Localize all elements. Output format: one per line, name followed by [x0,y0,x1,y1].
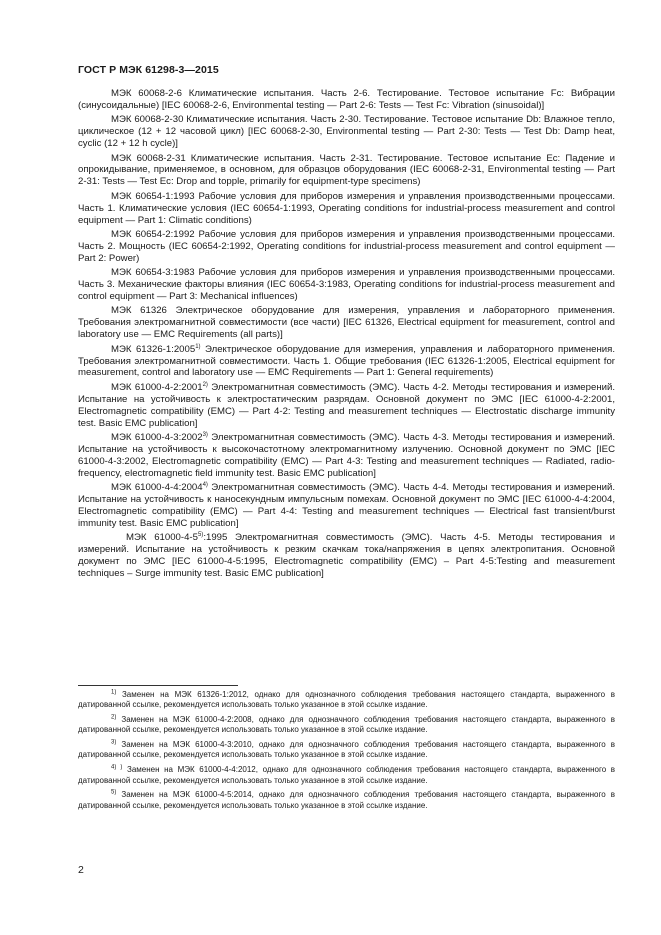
footnotes-section [78,690,615,815]
reference-paragraph: МЭК 60654-1:1993 Рабочие условия для приборов измерения и управления производственными процессами. Часть 1. Климатические условия (IEC 60654-1:1993, Operating conditions for industrial-process measurement and control equipment — Part 1: Climatic conditions) [78,190,615,226]
footnote-mark: 4) ) [111,764,123,771]
reference-paragraph: МЭК 60654-3:1983 Рабочие условия для приборов измерения и управления производственными процессами. Часть 3. Механические факторы влияния (IEC 60654-3:1983, Operating conditions for industrial-process measurement and control equipment — Part 3: Mechanical influences) [78,267,615,302]
reference-paragraph: МЭК 60068-2-31 Климатические испытания. Часть 2-31. Тестирование. Тестовое испытание Ec: Падение и опрокидывание, применяемое, в основном, для образцов оборудования (IEC 60068-2-31, Environmental testing — Part 2-31: Tests — Test Ec: Drop and topple, primarily for equipment-type specimens) [78,152,615,188]
footnote-marker[interactable]: 5) [197,532,204,539]
reference-paragraph: МЭК 61326-1:2005$^{1)}$ Электрическое оборудование для измерения, управления и лабораторного применения. Требования электромагнитной совместимости. Часть 1. Общие требования (IEC 61326-1:2005, Electrical equipment for measurement, control and laboratory use — EMC Requirements — Part 1: General requirements) [78,343,615,379]
reference-paragraph: МЭК 61326 Электрическое оборудование для измерения, управления и лабораторного применения. Требования электромагнитной совместимости (все части) [IEC 61326, Electrical equipment for measurement, control and laboratory use — EMC Requirements (all parts)] [78,305,615,341]
footnote-mark: 5) [111,789,117,796]
footnote-marker[interactable]: 3) [202,431,208,438]
footnote-marker[interactable]: 4) [202,481,208,488]
page-number: 2 [78,864,84,876]
footnote-marker[interactable]: 1) [195,343,201,350]
footnote-mark: 3) [111,739,117,746]
reference-paragraph: МЭК 60068-2-30 Климатические испытания. Часть 2-30. Тестирование. Тестовое испытание Db: Влажное тепло, циклическое (12 + 12 часовой цикл) [IEC 60068-2-30, Environmental testing — Part 2-30: Tests — Test Db: Damp heat, cyclic (12 + 12 h cycle)] [78,114,615,150]
normative-references-list [78,88,615,582]
footnote-marker[interactable]: 2) [202,381,208,388]
reference-paragraph: МЭК 60654-2:1992 Рабочие условия для приборов измерения и управления производственными процессами. Часть 2. Мощность (IEC 60654-2:1992, Operating conditions for industrial-process measurement and control equipment — Part 2: Power) [78,228,615,264]
footnote-mark: 2) [111,714,117,721]
reference-paragraph: МЭК 61000-4-2:2001$^{2)}$ Электромагнитная совместимость (ЭМС). Часть 4-2. Методы тестирования и измерений. Испытание на устойчивость к электростатическим разрядам. Основной документ по ЭМС [IEC 61000-4-2:2001, Electromagnetic compatibility (EMC) — Part 4-2: Testing and measurement techniques — Electrostatic discharge immunity test. Basic EMC publication] [78,381,615,429]
footnote: $^{5)}$ Заменен на МЭК 61000-4-5:2014, однако для однозначного соблюдения требования настоящего стандарта, выраженного в датированной ссылке, рекомендуется использовать только указанное в этой ссылке издание. [78,789,615,810]
footnote: $^{1)}$ Заменен на МЭК 61326-1:2012, однако для однозначного соблюдения требования настоящего стандарта, выраженного в датированной ссылке, рекомендуется использовать только указанное в этой ссылке издание. [78,689,615,710]
reference-paragraph: МЭК 61000-4-4:2004$^{4)}$ Электромагнитная совместимость (ЭМС). Часть 4-4. Методы тестирования и измерений. Испытание на устойчивость к наносекундным импульсным помехам. Основной документ по ЭМС [IEC 61000-4-4:2004, Electromagnetic compatibility (EMC) — Part 4-4: Testing and measurement techniques — Electrical fast transient/burst immunity test. Basic EMC publication] [78,481,615,529]
reference-paragraph: МЭК 61000-4-5$^{5)}$:1995 Электромагнитная совместимость (ЭМС). Часть 4-5. Методы тестирования и измерений. Испытание на устойчивость к резким скачкам тока/напряжения в цепях электропитания. Основной документ по ЭМС [IEC 61000-4-5:1995, Electromagnetic compatibility (EMC) – Part 4-5:Testing and measurement techniques – Surge immunity test. Basic EMC publication] [78,532,615,579]
footnote: $^{2)}$ Заменен на МЭК 61000-4-2:2008, однако для однозначного соблюдения требования настоящего стандарта, выраженного в датированной ссылке, рекомендуется использовать только указанное в этой ссылке издание. [78,714,615,735]
reference-paragraph: МЭК 60068-2-6 Климатические испытания. Часть 2-6. Тестирование. Тестовое испытание Fc: Вибрации (синусоидальные) [IEC 60068-2-6, Environmental testing — Part 2-6: Tests — Test Fc: Vibration (sinusoidal)] [78,88,615,111]
footnote-divider [78,685,238,686]
footnote-mark: 1) [111,689,117,696]
reference-paragraph: МЭК 61000-4-3:2002$^{3)}$ Электромагнитная совместимость (ЭМС). Часть 4-3. Методы тестирования и измерений. Испытание на устойчивость к высокочастотному электромагнитному излучению. Основной документ по ЭМС [IEC 61000-4-3:2002, Electromagnetic compatibility (EMC) — Part 4-3: Testing and measurement techniques — Radiated, radio-frequency, electromagnetic field immunity test. Basic EMC publication] [78,431,615,479]
footnote: $^{3)}$ Заменен на МЭК 61000-4-3:2010, однако для однозначного соблюдения требования настоящего стандарта, выраженного в датированной ссылке, рекомендуется использовать только указанное в этой ссылке издание. [78,739,615,760]
document-header: ГОСТ Р МЭК 61298-3—2015 [78,64,219,76]
footnote: $^{4) )}$ Заменен на МЭК 61000-4-4:2012, однако для однозначного соблюдения требования настоящего стандарта, выраженного в датированной ссылке, рекомендуется использовать только указанное в этой ссылке издание. [78,764,616,785]
